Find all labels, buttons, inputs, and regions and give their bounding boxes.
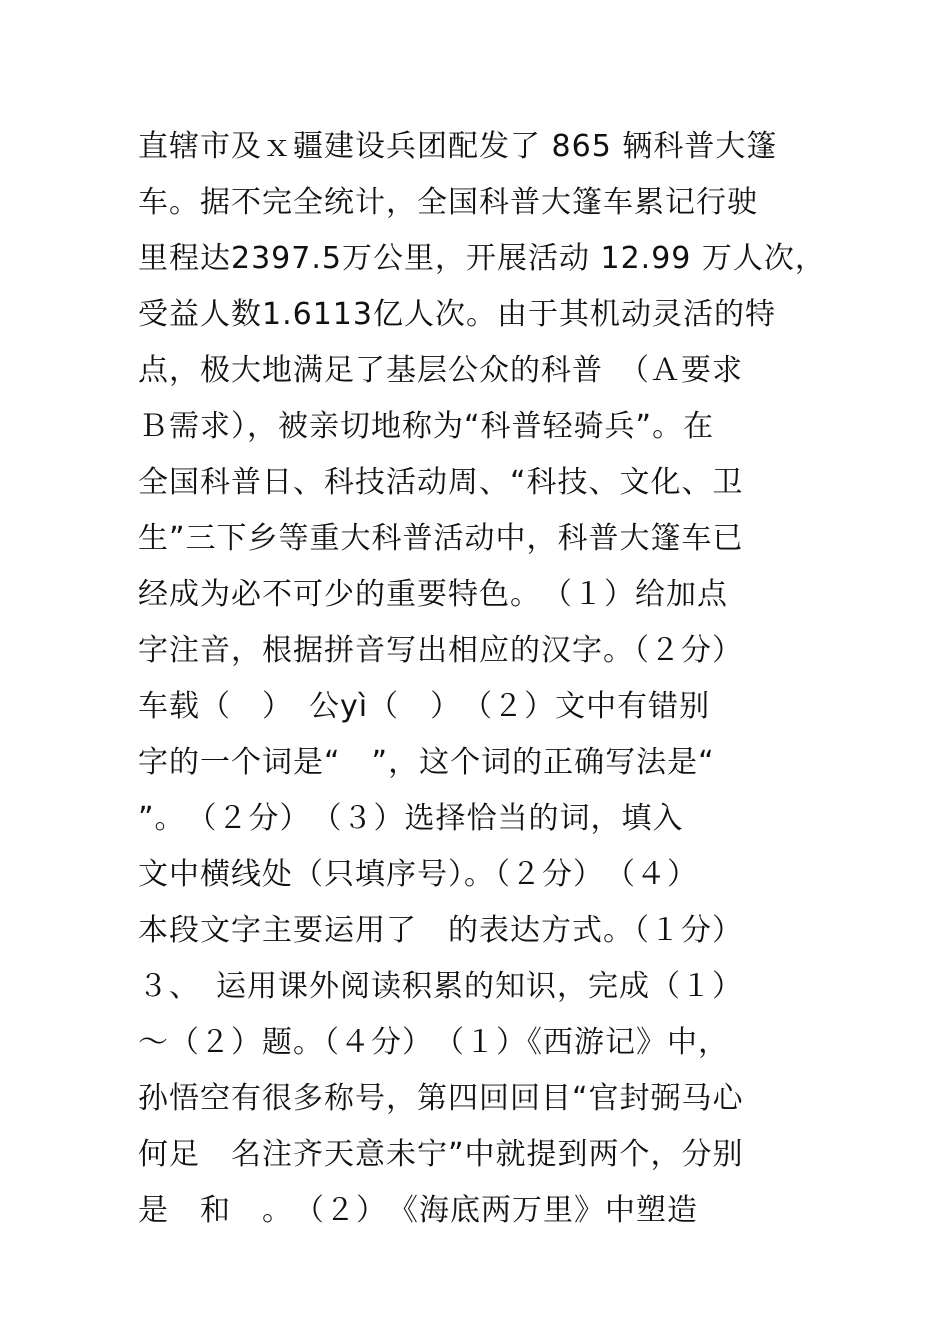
text-line-2: 车。据不完全统计，全国科普大篷车累记行驶 [138, 185, 758, 220]
text-line-9: 经成为必不可少的重要特色。 （１）给加点 [138, 577, 728, 612]
text-line-16: ３、 运用课外阅读积累的知识，完成（１） [138, 969, 743, 1004]
text-line-15: 本段文字主要运用了 的表达方式。（１分） [138, 913, 743, 948]
text-line-1: 直辖市及ｘ疆建设兵团配发了 865 辆科普大篷 [138, 129, 778, 164]
text-line-6: Ｂ需求），被亲切地称为“科普轻骑兵”。在 [138, 409, 715, 444]
text-line-17: ～（２）题。（４分） （１）《西游记》中， [138, 1025, 729, 1060]
text-line-10: 字注音，根据拼音写出相应的汉字。（２分） [138, 633, 743, 668]
text-line-7: 全国科普日、科技活动周、“科技、文化、卫 [138, 465, 744, 500]
text-line-5: 点，极大地满足了基层公众的科普 （Ａ要求 [138, 353, 743, 388]
text-line-12: 字的一个词是“ ”，这个词的正确写法是“ [138, 745, 715, 780]
text-line-14: 文中横线处（只填序号）。（２分） （４） [138, 857, 698, 892]
text-line-19: 何足 名注齐天意未宁”中就提到两个，分别 [138, 1137, 744, 1172]
text-line-8: 生”三下乡等重大科普活动中，科普大篷车已 [138, 521, 744, 556]
text-line-13: ”。 （２分） （３）选择恰当的词，填入 [138, 801, 684, 836]
text-line-3: 里程达2397.5万公里，开展活动 12.99 万人次， [138, 241, 826, 276]
text-line-20: 是 和 。 （２） 《海底两万里》中塑造 [138, 1193, 698, 1228]
text-line-18: 孙悟空有很多称号，第四回回目“官封弼马心 [138, 1081, 744, 1116]
text-line-11: 车载（ ） 公yì（ ） （２）文中有错别 [138, 689, 711, 724]
text-line-4: 受益人数1.6113亿人次。由于其机动灵活的特 [138, 297, 776, 332]
